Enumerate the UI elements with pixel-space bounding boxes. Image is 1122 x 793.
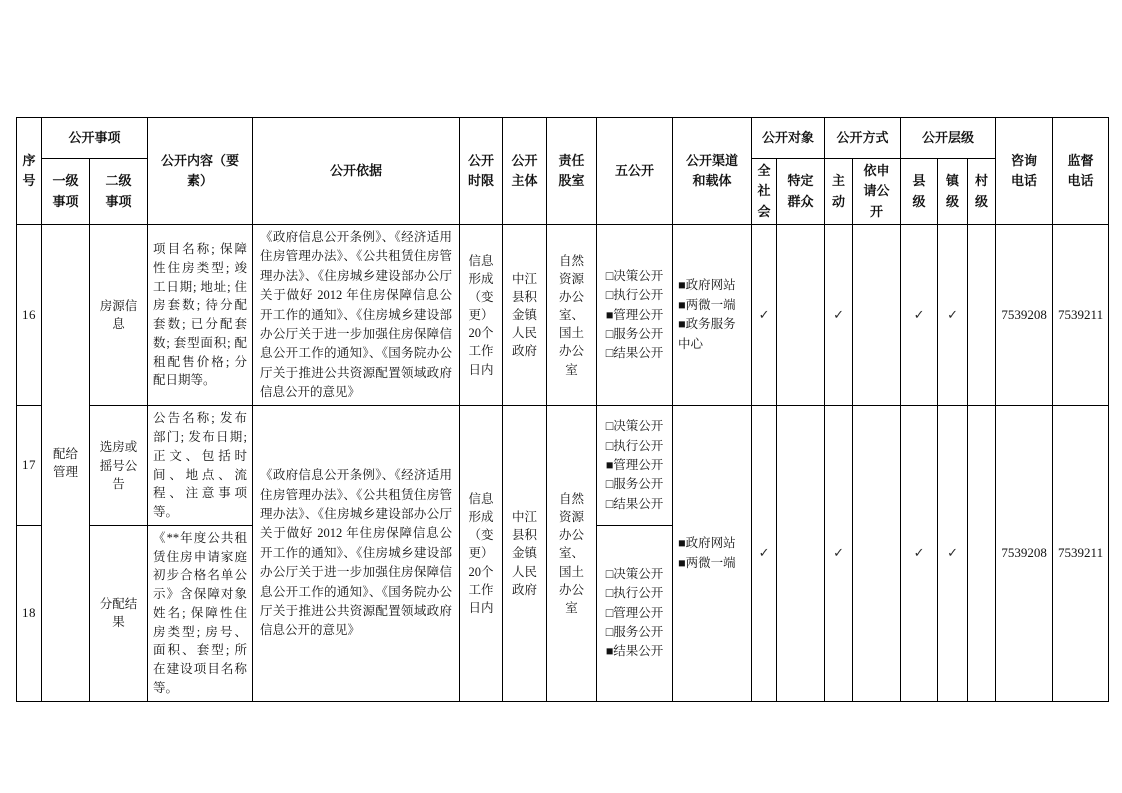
checkbox-item: □管理公开 — [605, 605, 664, 620]
checkbox-item: □结果公开 — [605, 496, 664, 511]
disclosure-table — [16, 117, 1109, 702]
five-disclosures-list — [606, 417, 664, 514]
cell-office-17-18: 自然资源办公室、国土办公室 — [547, 406, 597, 701]
cell-basis-17-18: 《政府信息公开条例》、《经济适用住房管理办法》、《公共租赁住房管理办法》、《住房城乡建设部办公厅关于做好 2012 年住房保障信息公开工作的通知》、《住房城乡建设部办公厅关于进一步加强住房保障信息公开工作的通知》、《国务院办公厅关于推进公共资源配置领域政府信息公开的意见》 — [253, 406, 460, 701]
checkbox-item: □结果公开 — [605, 346, 664, 361]
header-basis: 公开依据 — [253, 118, 460, 225]
cell-check-on-request-16 — [853, 225, 901, 406]
cell-check-specific-groups-16 — [777, 225, 825, 406]
header-targets: 公开对象 — [752, 118, 825, 159]
cell-supervise-phone-16: 7539211 — [1053, 225, 1109, 406]
cell-check-village-16 — [968, 225, 996, 406]
cell-check-active-16: ✓ — [825, 225, 853, 406]
cell-level2-item-16: 房源信息 — [90, 225, 148, 406]
header-subject: 公开主体 — [503, 118, 547, 225]
checkbox-item: □执行公开 — [605, 586, 664, 601]
header-active: 主动 — [825, 159, 853, 225]
cell-serial-16: 16 — [17, 225, 42, 406]
cell-subject-16: 中江县积金镇人民政府 — [503, 225, 547, 406]
cell-content-17: 公告名称; 发布部门; 发布日期; 正文、包括时间、地点、流程、注意事项等。 — [148, 406, 253, 526]
five-disclosures-list — [606, 267, 664, 364]
cell-serial-17: 17 — [17, 406, 42, 526]
header-levels: 公开层级 — [901, 118, 996, 159]
cell-content-16: 项目名称; 保障性住房类型; 竣工日期; 地址; 住房套数; 待分配套数; 已分配套数; 套型面积; 配租配售价格; 分配日期等。 — [148, 225, 253, 406]
header-channels-label: 公开渠道和载体 — [686, 152, 739, 188]
channels-list — [678, 534, 736, 573]
header-five-disclosures: 五公开 — [597, 118, 673, 225]
checkbox-item: □服务公开 — [605, 477, 664, 492]
cell-check-town-16: ✓ — [938, 225, 968, 406]
header-level1-item: 一级事项 — [42, 159, 90, 225]
cell-level2-item-18: 分配结果 — [90, 525, 148, 701]
cell-five-disclosures-16 — [597, 225, 673, 406]
cell-five-disclosures-17 — [597, 406, 673, 526]
checkbox-item: ■结果公开 — [605, 644, 664, 659]
cell-level1-item: 配给管理 — [42, 225, 90, 702]
cell-consult-phone-17-18: 7539208 — [996, 406, 1053, 701]
cell-time-limit-16: 信息形成（变更）20个工作日内 — [460, 225, 503, 406]
checkbox-item: ■管理公开 — [605, 457, 664, 472]
cell-content-18: 《**年度公共租赁住房申请家庭初步合格名单公示》含保障对象姓名; 保障性住房类型; 房号、面积、套型; 所在建设项目名称等。 — [148, 525, 253, 701]
cell-check-whole-society-17-18: ✓ — [752, 406, 777, 701]
checkbox-item: □决策公开 — [605, 268, 664, 283]
header-county: 县级 — [901, 159, 938, 225]
five-disclosures-list — [606, 565, 664, 662]
cell-check-county-16: ✓ — [901, 225, 938, 406]
cell-serial-18: 18 — [17, 525, 42, 701]
header-town: 镇级 — [938, 159, 968, 225]
table-row — [17, 406, 1109, 526]
channel-item: ■政府网站 — [678, 278, 736, 293]
header-responsible-office: 责任股室 — [547, 118, 597, 225]
cell-channels-17-18 — [673, 406, 752, 701]
cell-subject-17-18: 中江县积金镇人民政府 — [503, 406, 547, 701]
cell-check-village-17-18 — [968, 406, 996, 701]
header-level2-item: 二级事项 — [90, 159, 148, 225]
header-serial: 序号 — [17, 118, 42, 225]
checkbox-item: □服务公开 — [605, 624, 664, 639]
cell-check-on-request-17-18 — [853, 406, 901, 701]
cell-time-limit-17-18: 信息形成（变更）20个工作日内 — [460, 406, 503, 701]
header-supervise-phone: 监督电话 — [1053, 118, 1109, 225]
channel-item: ■两微一端 — [678, 555, 736, 570]
cell-basis-16: 《政府信息公开条例》、《经济适用住房管理办法》、《公共租赁住房管理办法》、《住房城乡建设部办公厅关于做好 2012 年住房保障信息公开工作的通知》、《住房城乡建设部办公厅关于进一步加强住房保障信息公开工作的通知》、《国务院办公厅关于推进公共资源配置领域政府信息公开的意见》 — [253, 225, 460, 406]
header-whole-society: 全社会 — [752, 159, 777, 225]
cell-consult-phone-16: 7539208 — [996, 225, 1053, 406]
channel-item: ■两微一端 — [678, 297, 736, 312]
channel-item: ■政府网站 — [678, 536, 736, 551]
cell-check-town-17-18: ✓ — [938, 406, 968, 701]
cell-channels-16 — [673, 225, 752, 406]
header-on-request: 依申请公开 — [853, 159, 901, 225]
header-channels — [673, 118, 752, 225]
checkbox-item: □决策公开 — [605, 566, 664, 581]
cell-supervise-phone-17-18: 7539211 — [1053, 406, 1109, 701]
header-consult-phone: 咨询电话 — [996, 118, 1053, 225]
cell-level2-item-17: 选房或摇号公告 — [90, 406, 148, 526]
header-content — [148, 118, 253, 225]
checkbox-item: □执行公开 — [605, 288, 664, 303]
checkbox-item: □执行公开 — [605, 438, 664, 453]
header-methods: 公开方式 — [825, 118, 901, 159]
channels-list — [678, 276, 746, 354]
checkbox-item: □服务公开 — [605, 326, 664, 341]
cell-check-specific-groups-17-18 — [777, 406, 825, 701]
header-disclosure-items: 公开事项 — [42, 118, 148, 159]
header-time-limit: 公开时限 — [460, 118, 503, 225]
cell-check-county-17-18: ✓ — [901, 406, 938, 701]
checkbox-item: □决策公开 — [605, 419, 664, 434]
cell-check-whole-society-16: ✓ — [752, 225, 777, 406]
checkbox-item: ■管理公开 — [605, 307, 664, 322]
cell-office-16: 自然资源办公室、国土办公室 — [547, 225, 597, 406]
cell-check-active-17-18: ✓ — [825, 406, 853, 701]
header-content-label: 公开内容（要素） — [161, 152, 240, 188]
header-specific-groups: 特定群众 — [777, 159, 825, 225]
table-row — [17, 225, 1109, 406]
channel-item: ■政务服务中心 — [678, 317, 736, 351]
header-village: 村级 — [968, 159, 996, 225]
cell-five-disclosures-18 — [597, 525, 673, 701]
